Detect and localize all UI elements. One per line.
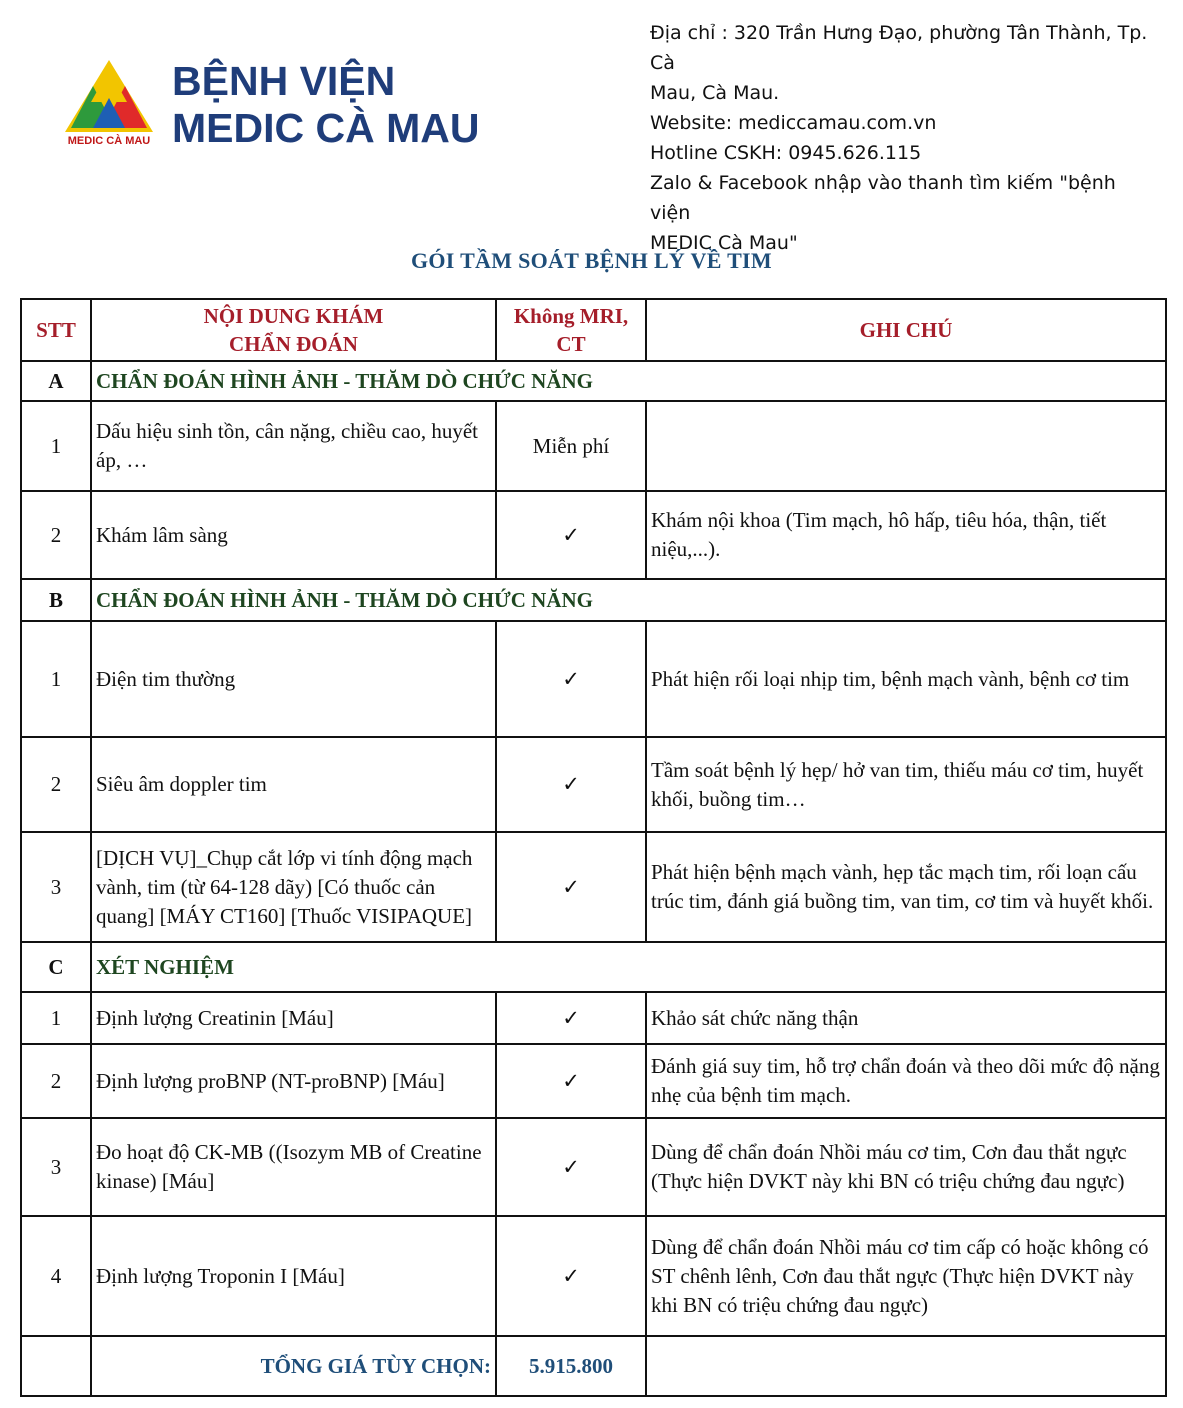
header-option	[496, 299, 646, 361]
header-note: GHI CHÚ	[646, 299, 1166, 361]
logo-text: MEDIC CÀ MAU	[67, 135, 151, 147]
table-row	[21, 737, 1166, 832]
section-row	[21, 361, 1166, 401]
header-content	[91, 299, 496, 361]
hospital-name-line1: BỆNH VIỆN	[172, 58, 396, 104]
row-value: Miễn phí	[496, 401, 646, 491]
row-content: [DỊCH VỤ]_Chụp cắt lớp vi tính động mạch vành, tim (từ 64-128 dãy) [Có thuốc cản quang] [MÁY CT160] [Thuốc VISIPAQUE]	[91, 832, 496, 942]
table-row	[21, 1118, 1166, 1216]
header-content-line1: NỘI DUNG KHÁM	[203, 304, 384, 328]
section-row	[21, 579, 1166, 621]
social-line1: Zalo & Facebook nhập vào thanh tìm kiếm "bệnh viện	[650, 172, 1116, 224]
check-icon: ✓	[496, 1118, 646, 1216]
section-title: XÉT NGHIỆM	[91, 942, 1166, 992]
total-empty-stt	[21, 1336, 91, 1396]
row-content: Định lượng proBNP (NT-proBNP) [Máu]	[91, 1044, 496, 1118]
row-note: Tầm soát bệnh lý hẹp/ hở van tim, thiếu máu cơ tim, huyết khối, buồng tim…	[646, 737, 1166, 832]
header-stt: STT	[21, 299, 91, 361]
row-stt: 1	[21, 401, 91, 491]
table-row	[21, 832, 1166, 942]
row-stt: 3	[21, 832, 91, 942]
check-icon: ✓	[496, 491, 646, 579]
row-stt: 1	[21, 992, 91, 1044]
service-table	[20, 298, 1167, 1397]
row-note: Dùng để chẩn đoán Nhồi máu cơ tim, Cơn đau thắt ngực (Thực hiện DVKT này khi BN có triệu chứng đau ngực)	[646, 1118, 1166, 1216]
row-stt: 3	[21, 1118, 91, 1216]
row-note: Phát hiện bệnh mạch vành, hẹp tắc mạch tim, rối loạn cấu trúc tim, đánh giá buồng tim, van tim, cơ tim và huyết khối.	[646, 832, 1166, 942]
table-row	[21, 992, 1166, 1044]
row-note	[646, 401, 1166, 491]
header-option-line2: CT	[556, 332, 586, 356]
check-icon: ✓	[496, 1216, 646, 1336]
check-icon: ✓	[496, 737, 646, 832]
row-content: Định lượng Troponin I [Máu]	[91, 1216, 496, 1336]
package-title: GÓI TẦM SOÁT BỆNH LÝ VỀ TIM	[410, 248, 772, 273]
row-stt: 1	[21, 621, 91, 737]
row-content: Định lượng Creatinin [Máu]	[91, 992, 496, 1044]
table-row	[21, 1044, 1166, 1118]
address-line2: Mau, Cà Mau.	[650, 82, 780, 104]
hospital-name	[172, 58, 479, 152]
row-content: Đo hoạt độ CK-MB ((Isozym MB of Creatine kinase) [Máu]	[91, 1118, 496, 1216]
row-note: Đánh giá suy tim, hỗ trợ chẩn đoán và theo dõi mức độ nặng nhẹ của bệnh tim mạch.	[646, 1044, 1166, 1118]
section-code: C	[21, 942, 91, 992]
hospital-logo	[63, 58, 155, 150]
row-content: Khám lâm sàng	[91, 491, 496, 579]
table-header-row	[21, 299, 1166, 361]
contact-info	[650, 18, 1160, 258]
check-icon: ✓	[496, 992, 646, 1044]
table-row	[21, 621, 1166, 737]
total-label: TỔNG GIÁ TÙY CHỌN:	[91, 1336, 496, 1396]
header-content-line2: CHẨN ĐOÁN	[229, 332, 358, 356]
check-icon: ✓	[496, 832, 646, 942]
row-note: Dùng để chẩn đoán Nhồi máu cơ tim cấp có hoặc không có ST chênh lênh, Cơn đau thắt ngực (Thực hiện DVKT này khi BN có triệu chứng đau ngực)	[646, 1216, 1166, 1336]
table-row	[21, 491, 1166, 579]
row-note: Phát hiện rối loại nhịp tim, bệnh mạch vành, bệnh cơ tim	[646, 621, 1166, 737]
row-stt: 2	[21, 491, 91, 579]
table-row	[21, 401, 1166, 491]
social-line2: MEDIC Cà Mau"	[650, 232, 798, 254]
total-empty-note	[646, 1336, 1166, 1396]
section-title: CHẨN ĐOÁN HÌNH ẢNH - THĂM DÒ CHỨC NĂNG	[91, 361, 1166, 401]
check-icon: ✓	[496, 1044, 646, 1118]
website-text: Website: mediccamau.com.vn	[650, 112, 937, 134]
hospital-name-line2: MEDIC CÀ MAU	[172, 105, 480, 151]
total-row	[21, 1336, 1166, 1396]
hotline-text: Hotline CSKH: 0945.626.115	[650, 142, 922, 164]
row-stt: 2	[21, 1044, 91, 1118]
check-icon: ✓	[496, 621, 646, 737]
address-line1: Địa chỉ : 320 Trần Hưng Đạo, phường Tân Thành, Tp. Cà	[650, 22, 1148, 74]
row-stt: 2	[21, 737, 91, 832]
section-code: A	[21, 361, 91, 401]
section-code: B	[21, 579, 91, 621]
row-note: Khám nội khoa (Tim mạch, hô hấp, tiêu hóa, thận, tiết niệu,...).	[646, 491, 1166, 579]
section-row	[21, 942, 1166, 992]
section-title: CHẨN ĐOÁN HÌNH ẢNH - THĂM DÒ CHỨC NĂNG	[91, 579, 1166, 621]
header-option-line1: Không MRI,	[513, 304, 629, 328]
row-note: Khảo sát chức năng thận	[646, 992, 1166, 1044]
total-value: 5.915.800	[496, 1336, 646, 1396]
table-row	[21, 1216, 1166, 1336]
row-stt: 4	[21, 1216, 91, 1336]
row-content: Dấu hiệu sinh tồn, cân nặng, chiều cao, huyết áp, …	[91, 401, 496, 491]
row-content: Điện tim thường	[91, 621, 496, 737]
row-content: Siêu âm doppler tim	[91, 737, 496, 832]
